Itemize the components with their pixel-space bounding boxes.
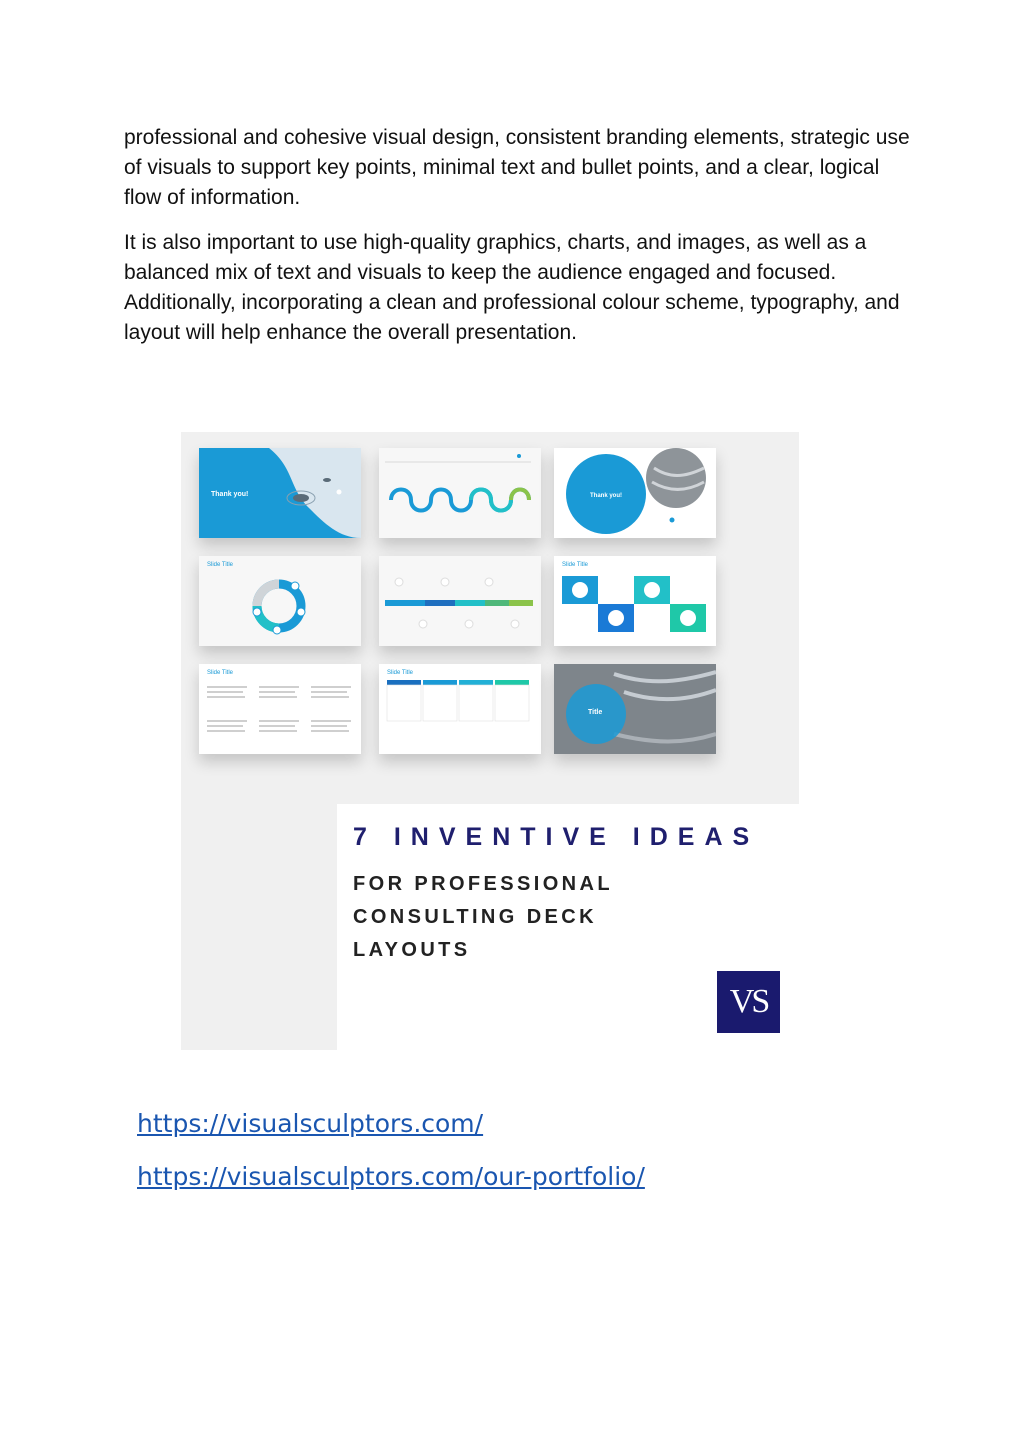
body-paragraph-1: professional and cohesive visual design, consistent branding elements, strategic use of visuals to support key points, minimal text and bullet points, and a clear, logical flow of information. <box>124 126 910 209</box>
slide-thumbnail-checker-grid <box>554 556 716 646</box>
portfolio-link[interactable]: https://visualsculptors.com/our-portfolio/ <box>137 1162 645 1191</box>
slide-title-text-1: Slide Title <box>207 562 234 568</box>
home-link[interactable]: https://visualsculptors.com/ <box>137 1109 484 1138</box>
vs-logo: VS <box>717 971 780 1033</box>
slide-thumbnail-text-columns <box>199 664 361 754</box>
slide-thumbnail-table <box>379 664 541 754</box>
promo-subheading-line-3: LAYOUTS <box>353 939 471 961</box>
slide-thumbnail-thank-you-circle <box>554 448 716 538</box>
promo-headline: 7 INVENTIVE IDEAS <box>353 823 760 851</box>
promo-subheading-line-2: CONSULTING DECK <box>353 906 597 928</box>
slide-title-heading: Title <box>588 709 603 716</box>
slide-thank-you-text: Thank you! <box>211 491 249 498</box>
body-paragraph-2: It is also important to use high-quality graphics, charts, and images, as well as a balanced mix of text and visuals to keep the audience engaged and focused. Additionally, incorporating a clean and professional colour scheme, typography, and layout will help enhance the overall presentation. <box>124 231 900 344</box>
slide-thumbnail-thank-you-blue <box>199 448 361 538</box>
slide-thumbnail-title-photo <box>554 664 716 754</box>
slide-title-text-2: Slide Title <box>562 562 589 568</box>
slide-thumbnail-timeline <box>379 556 541 646</box>
promo-side-panel <box>181 804 337 1050</box>
slide-thumbnail-cycle <box>199 556 361 646</box>
slide-title-text-4: Slide Title <box>387 670 414 676</box>
slide-thank-you-text-2: Thank you! <box>590 493 623 499</box>
promo-subheading <box>353 868 613 967</box>
slide-title-text-3: Slide Title <box>207 670 234 676</box>
slide-thumbnail-wave-process <box>379 448 541 538</box>
promo-subheading-line-1: FOR PROFESSIONAL <box>353 873 613 895</box>
